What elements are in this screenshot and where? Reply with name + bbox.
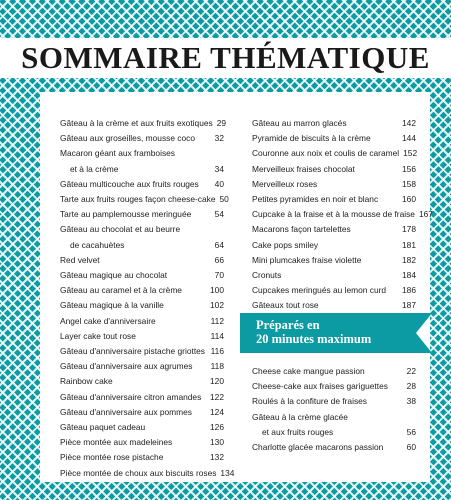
toc-entry (252, 364, 416, 379)
toc-entry-page: 114 (210, 330, 224, 341)
toc-entry (60, 131, 224, 146)
toc-entry-page: 124 (210, 406, 224, 417)
toc-entry-page: 181 (402, 239, 416, 250)
toc-entry-page: 116 (210, 346, 224, 357)
toc-entry-page: 178 (402, 224, 416, 235)
toc-entry-page: 182 (402, 254, 416, 265)
toc-entry-title: de cacahuètes (70, 239, 125, 250)
toc-entry-title: Gâteaux tout rose (252, 300, 319, 311)
toc-entry-page: 34 (214, 163, 224, 174)
toc-entry-page: 22 (406, 366, 416, 376)
toc-entry-page: 66 (214, 254, 224, 265)
toc-entry (60, 390, 224, 405)
toc-entry (60, 420, 224, 435)
toc-entry-page: 130 (210, 437, 224, 448)
toc-entry-page: 120 (210, 376, 224, 387)
toc-entry (60, 466, 235, 481)
toc-entry (60, 298, 224, 313)
toc-entry-title: Macaron géant aux framboises (60, 148, 175, 159)
toc-entry-title: Cheese cake mangue passion (252, 366, 365, 376)
toc-entry-title: Tarte au pamplemousse meringuée (60, 209, 192, 220)
toc-entry-page: 50 (219, 194, 229, 205)
toc-entry-title: Cheese-cake aux fraises gariguettes (252, 381, 388, 392)
toc-entry (60, 435, 224, 450)
toc-entry-title: Gâteau au caramel et à la crème (60, 285, 182, 296)
toc-entry-page (220, 146, 224, 161)
toc-entry (60, 359, 224, 374)
toc-entry-title: Gâteau d'anniversaire citron amandes (60, 391, 202, 402)
toc-entry-page: 184 (402, 270, 416, 281)
toc-entry-title: Gâteau d'anniversaire pistache griottes (60, 346, 205, 357)
toc-entry-page: 156 (402, 163, 416, 174)
toc-entry-page: 70 (214, 270, 224, 281)
toc-entry (252, 268, 416, 283)
toc-entry (60, 450, 224, 465)
toc-entry (60, 283, 224, 298)
toc-entry-title: Gâteau à la crème et aux fruits exotiques (60, 118, 213, 128)
toc-entry-title: Pyramide de biscuits à la crème (252, 133, 371, 144)
toc-entry-title: Gâteau au marron glacés (252, 118, 347, 128)
toc-entry-title: Mini plumcakes fraise violette (252, 254, 362, 265)
toc-entry-title: Rainbow cake (60, 376, 113, 387)
toc-entry (60, 177, 224, 192)
toc-entry-title: Gâteau au chocolat et au beurre (60, 224, 181, 235)
toc-entry (252, 298, 416, 313)
toc-entry-title: Cupcakes meringués au lemon curd (252, 285, 387, 296)
toc-entry-title: Red velvet (60, 254, 100, 265)
toc-entry-title: Layer cake tout rose (60, 330, 136, 341)
toc-entry (252, 192, 416, 207)
toc-entry (252, 116, 416, 131)
toc-entry-page: 187 (402, 300, 416, 311)
toc-entry (60, 268, 224, 283)
toc-entry-page: 56 (406, 426, 416, 437)
toc-entry-page: 144 (402, 133, 416, 144)
page-title: SOMMAIRE THÉMATIQUE (21, 40, 430, 75)
toc-entry-page: 54 (214, 209, 224, 220)
toc-entry-page: 28 (406, 381, 416, 392)
toc-entry (252, 222, 416, 237)
toc-entry-title: Couronne aux noix et coulis de caramel (252, 148, 400, 159)
toc-entry-page: 158 (402, 178, 416, 189)
toc-entry-page: 60 (406, 442, 416, 453)
toc-entry-title: Macarons façon tartelettes (252, 224, 351, 235)
toc-entry (60, 238, 224, 253)
toc-entry-title: Tarte aux fruits rouges façon cheese-cake (60, 194, 216, 205)
toc-entry (252, 177, 416, 192)
toc-entry-title: Cake pops smiley (252, 239, 319, 250)
toc-entry-title: et aux fruits rouges (262, 426, 334, 437)
toc-entry (60, 329, 224, 344)
toc-entry-title: Cupcake à la fraise et à la mousse de fraise (252, 209, 415, 220)
toc-entry (60, 405, 224, 420)
toc-entry-title: Gâteau aux groseilles, mousse coco (60, 133, 196, 144)
toc-entry (252, 253, 416, 268)
toc-entry (60, 146, 224, 161)
toc-entry-page: 167 (418, 209, 433, 220)
toc-entry (252, 131, 416, 146)
contents-column-right (252, 116, 433, 314)
toc-entry-title: Gâteau d'anniversaire aux agrumes (60, 361, 193, 372)
toc-entry-title: et à la crème (70, 163, 119, 174)
contents-column-left (60, 116, 235, 481)
toc-entry (60, 314, 224, 329)
section-ribbon (240, 313, 432, 353)
toc-entry-title: Gâteau d'anniversaire aux pommes (60, 406, 192, 417)
toc-entry (252, 410, 416, 425)
toc-entry-title: Gâteau paquet cadeau (60, 422, 146, 433)
toc-entry-page: 102 (210, 300, 224, 311)
toc-entry-page: 132 (210, 452, 224, 463)
toc-entry-page (220, 222, 224, 237)
toc-entry-title: Gâteau à la crème glacée (252, 411, 348, 422)
toc-entry-page: 38 (406, 396, 416, 407)
toc-entry-page: 29 (216, 118, 227, 128)
toc-entry (60, 162, 224, 177)
toc-entry-title: Cronuts (252, 270, 282, 281)
toc-entry (252, 440, 416, 455)
toc-entry (60, 207, 224, 222)
toc-entry-title: Pièce montée rose pistache (60, 452, 164, 463)
ribbon-heading (256, 318, 371, 346)
toc-entry-title: Pièce montée de choux aux biscuits roses (60, 467, 217, 478)
ribbon-heading-line1: Préparés en (256, 318, 320, 332)
toc-entry (252, 379, 416, 394)
toc-entry-page: 100 (210, 285, 224, 296)
toc-entry-page: 142 (402, 118, 416, 128)
toc-entry-title: Merveilleux fraises chocolat (252, 163, 355, 174)
toc-entry-page (412, 410, 416, 425)
toc-entry-page: 32 (214, 133, 224, 144)
contents-column-ribbon-section (252, 364, 416, 455)
toc-entry-title: Angel cake d'anniversaire (60, 315, 156, 326)
toc-entry-title: Gâteau magique à la vanille (60, 300, 164, 311)
toc-entry-page: 122 (210, 391, 224, 402)
toc-entry-title: Gâteau multicouche aux fruits rouges (60, 178, 199, 189)
toc-entry-title: Gâteau magique au chocolat (60, 270, 168, 281)
toc-entry (60, 192, 229, 207)
toc-entry-page: 152 (403, 148, 418, 159)
toc-entry-page: 40 (214, 178, 224, 189)
toc-entry (252, 238, 416, 253)
toc-entry (252, 394, 416, 409)
toc-entry-page: 126 (210, 422, 224, 433)
toc-entry-page: 186 (402, 285, 416, 296)
toc-entry-page: 134 (220, 467, 235, 478)
toc-entry-page: 64 (214, 239, 224, 250)
toc-entry (60, 222, 224, 237)
ribbon-heading-line2: 20 minutes maximum (256, 332, 372, 346)
toc-entry-page: 112 (210, 315, 224, 326)
toc-entry (252, 162, 416, 177)
toc-entry (252, 146, 416, 161)
toc-entry-title: Petites pyramides en noir et blanc (252, 194, 379, 205)
toc-entry-page: 118 (210, 361, 224, 372)
toc-entry (252, 207, 433, 222)
toc-entry (60, 253, 224, 268)
toc-entry-title: Roulés à la confiture de fraises (252, 396, 367, 407)
toc-entry (60, 116, 227, 131)
toc-entry (252, 283, 416, 298)
toc-entry-title: Charlotte glacée macarons passion (252, 442, 384, 453)
toc-entry-page: 160 (402, 194, 416, 205)
toc-entry (60, 344, 224, 359)
toc-entry (60, 374, 224, 389)
toc-entry-title: Merveilleux roses (252, 178, 318, 189)
toc-entry (252, 425, 416, 440)
toc-entry-title: Pièce montée aux madeleines (60, 437, 173, 448)
